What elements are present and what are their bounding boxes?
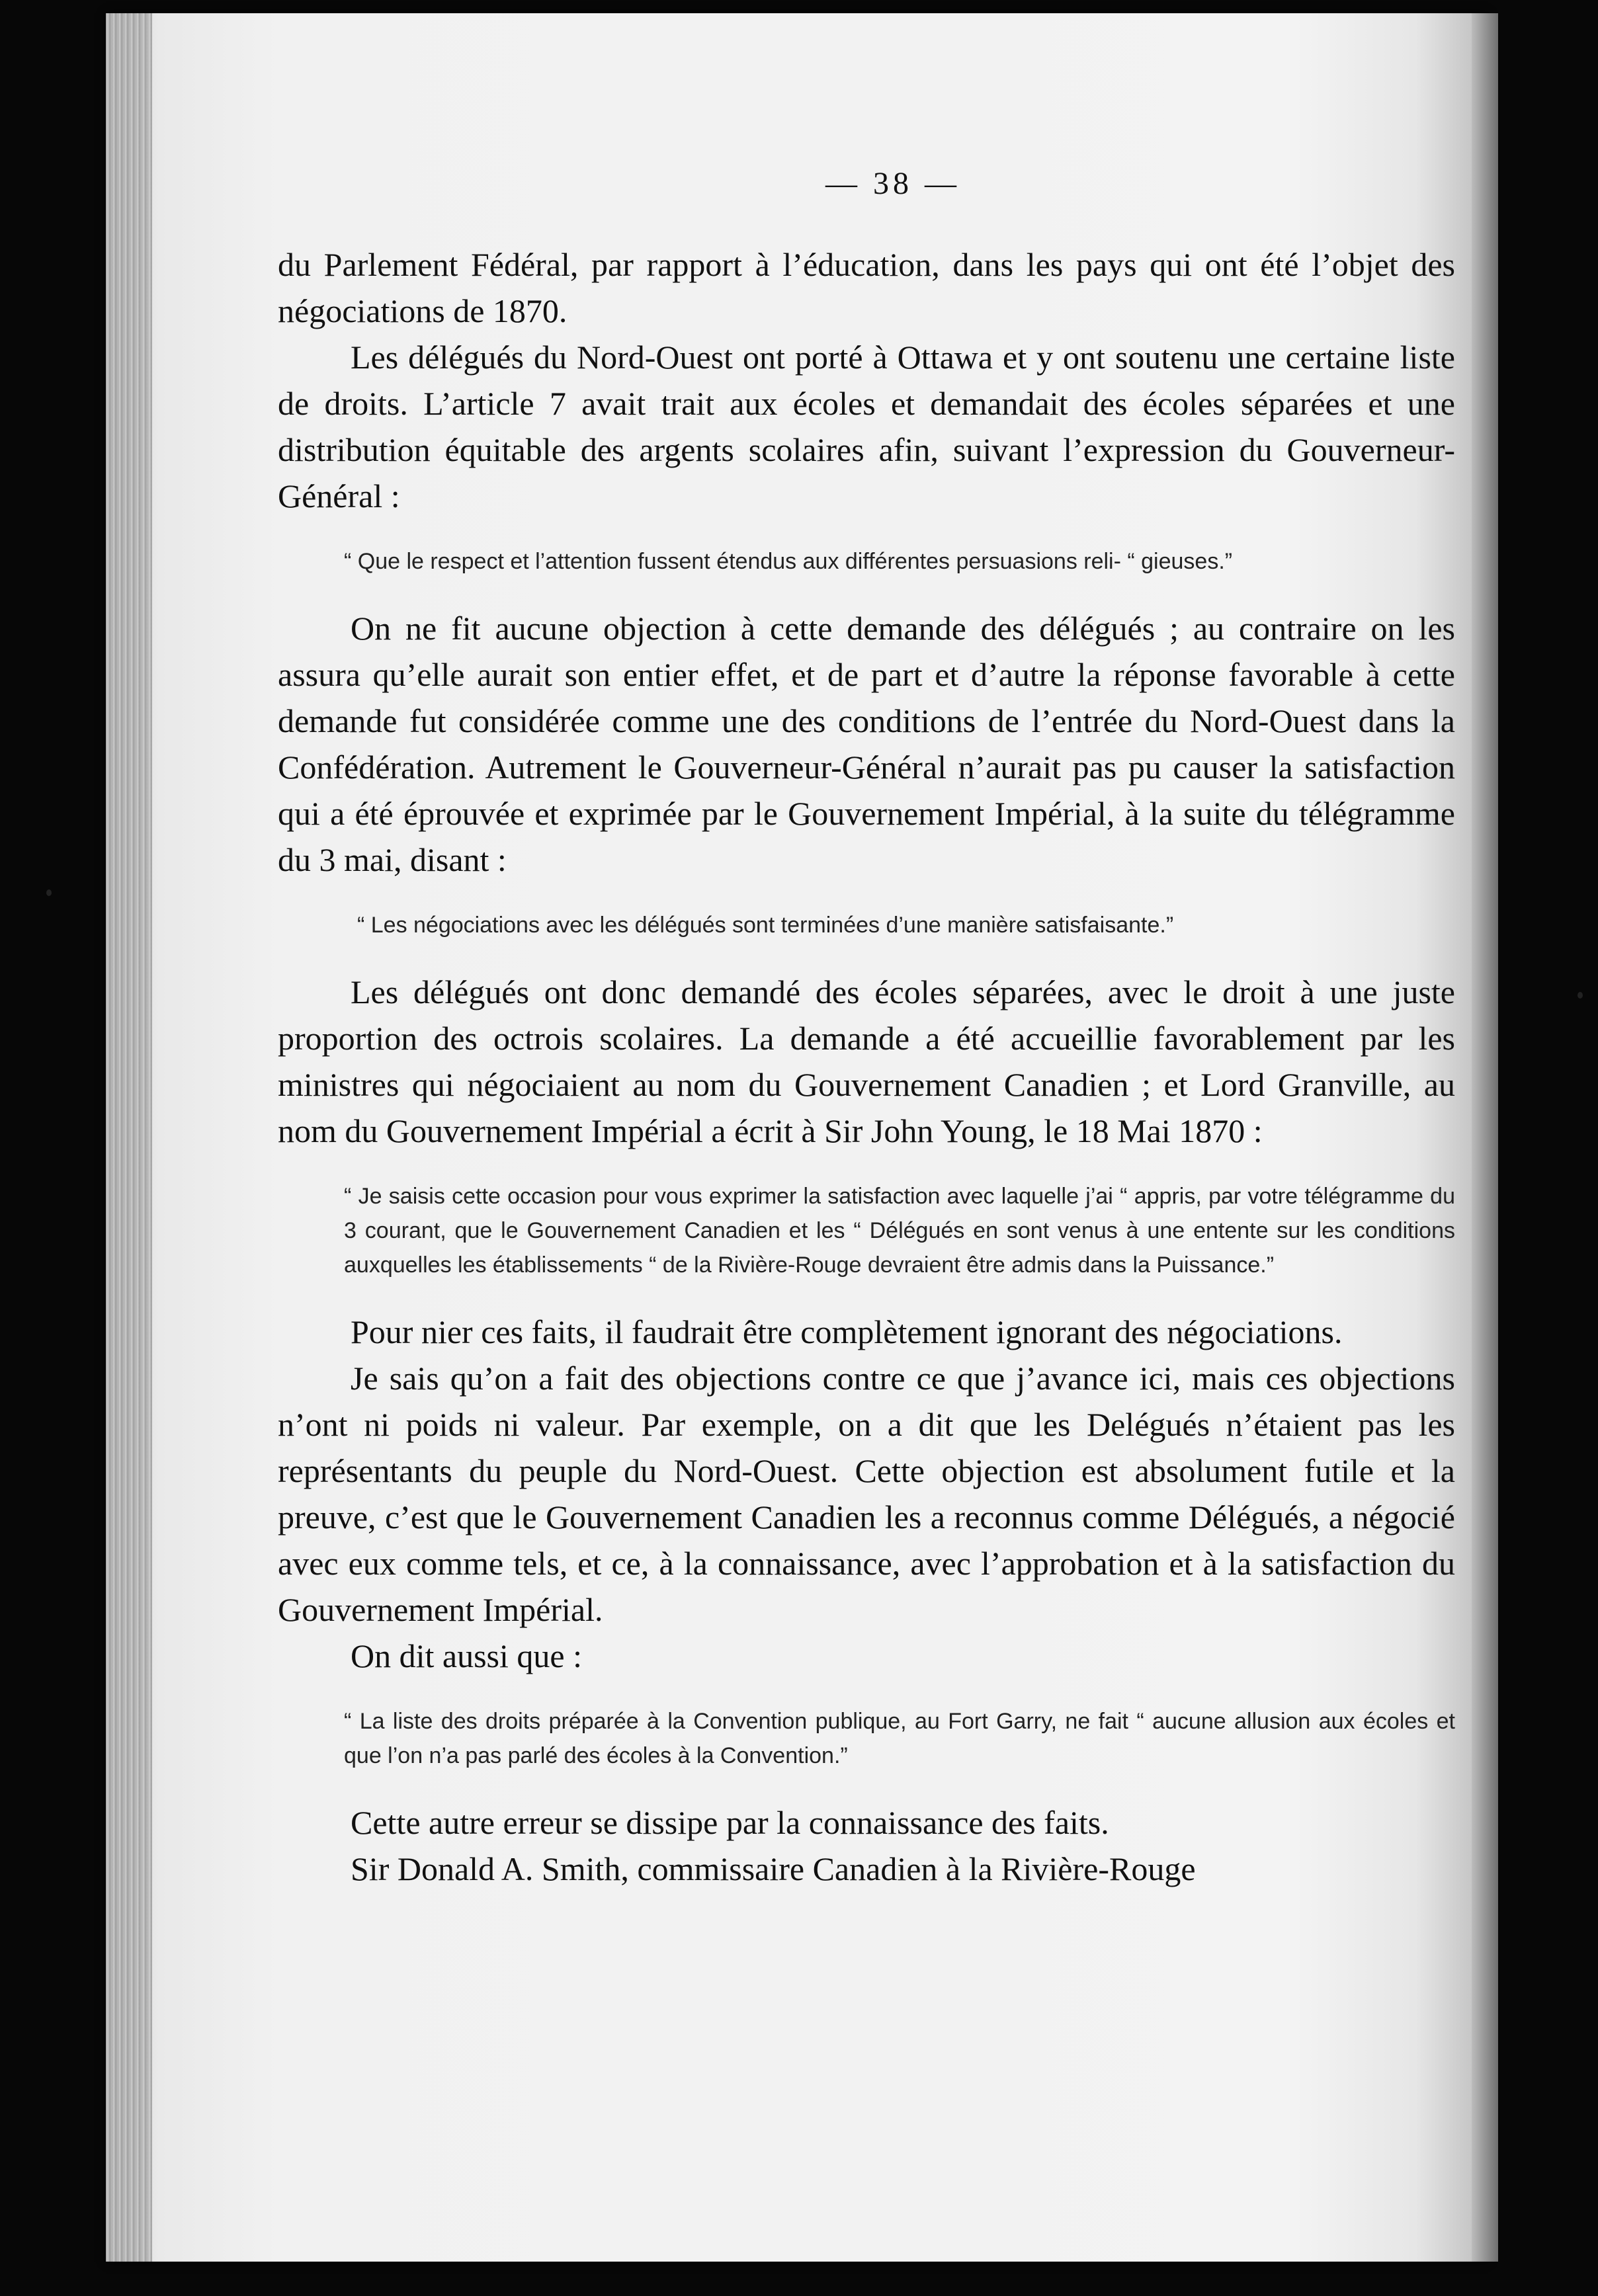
paragraph-7: On dit aussi que : [351, 1637, 582, 1674]
paragraph-1: du Parlement Fédéral, par rapport à l’éducation, dans les pays qui ont été l’objet des négociations de 1870. [278, 246, 1455, 329]
paragraph-3: On ne fit aucune objection à cette demande des délégués ; au contraire on les assura qu’elle aurait son entier effet, et de part et d’autre la réponse favorable à cette demande fut considérée comme une des conditions de l’entrée du Nord-Ouest dans la Confédération. Autrement le Gouverneur-Général n’aurait pas pu causer la satisfaction qui a été éprouvée et exprimée par le Gouvernement Impérial, à la suite du télégramme du 3 mai, disant : [278, 610, 1455, 878]
paragraph-8: Cette autre erreur se dissipe par la connaissance des faits. [351, 1804, 1109, 1841]
scan-speck [1577, 992, 1583, 999]
paragraph-4: Les délégués ont donc demandé des écoles séparées, avec le droit à une juste proportion des octrois scolaires. La demande a été accueillie favorablement par les ministres qui négociaient au nom du Gouvernement Canadien ; et Lord Granville, au nom du Gouvernement Impérial a écrit à Sir John Young, le 18 Mai 1870 : [278, 973, 1455, 1149]
page-number: — 38 — [825, 166, 960, 201]
quotation-2: “ Les négociations avec les délégués sont terminées d’une manière satisfaisante.” [357, 913, 1174, 938]
paragraph-6: Je sais qu’on a fait des objections contre ce que j’avance ici, mais ces objections n’ont ni poids ni valeur. Par exemple, on a dit que les Delégués n’étaient pas les représentants du peuple du Nord-Ouest. Cette objection est absolument futile et la preuve, c’est que le Gouvernement Canadien les a reconnus comme Délégués, a négocié avec eux comme tels, et ce, à la connaissance, avec l’approbation et à la satisfaction du Gouvernement Impérial. [278, 1360, 1455, 1628]
quotation-1: “ Que le respect et l’attention fussent étendus aux différentes persuasions reli- “ gieuses.” [344, 549, 1233, 574]
page-edge-left [106, 13, 152, 2262]
paragraph-5: Pour nier ces faits, il faudrait être complètement ignorant des négociations. [351, 1313, 1343, 1350]
quotation-4: “ La liste des droits préparée à la Convention publique, au Fort Garry, ne fait “ aucune allusion aux écoles et que l’on n’a pas parlé des écoles à la Convention.” [344, 1709, 1455, 1768]
paragraph-2: Les délégués du Nord-Ouest ont porté à Ottawa et y ont soutenu une certaine liste de droits. L’article 7 avait trait aux écoles et demandait des écoles séparées et une distribution équitable des argents scolaires afin, suivant l’expression du Gouverneur-Général : [278, 339, 1455, 514]
page-edge-right [1472, 13, 1498, 2262]
page-text [278, 165, 1455, 1892]
quotation-3: “ Je saisis cette occasion pour vous exprimer la satisfaction avec laquelle j’ai “ appris, par votre télégramme du 3 courant, que le Gouvernement Canadien et les “ Délégués en sont venus à une entente sur les conditions auxquelles les établissements “ de la Rivière-Rouge devraient être admis dans la Puissance.” [344, 1184, 1455, 1278]
scan-speck [46, 889, 52, 896]
paragraph-9: Sir Donald A. Smith, commissaire Canadien à la Rivière-Rouge [351, 1850, 1196, 1887]
